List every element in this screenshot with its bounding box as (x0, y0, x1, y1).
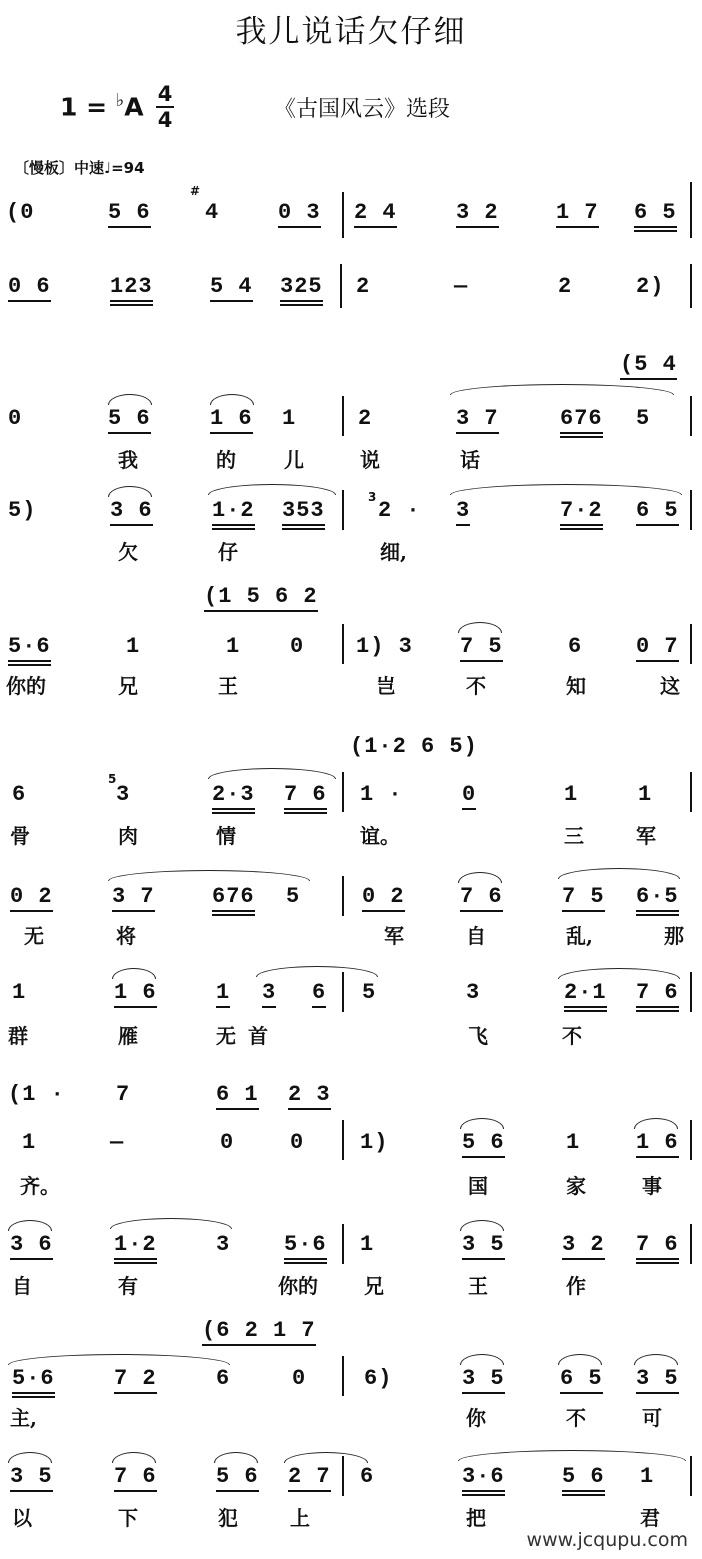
barline (690, 1224, 692, 1264)
note: 6 (568, 634, 583, 659)
slur (460, 1220, 504, 1231)
lyric: 军 (636, 824, 656, 848)
note: 1 (360, 1232, 375, 1257)
lyric: 你的 (6, 674, 46, 698)
note: 0 2 (10, 884, 53, 912)
note: 3 (456, 498, 470, 526)
lyric: 知 (566, 674, 586, 698)
note: 0 (462, 782, 476, 810)
slur (256, 966, 378, 977)
song-title: 我儿说话欠仔细 (235, 14, 467, 50)
note: 3 (216, 1232, 231, 1257)
barline (690, 1456, 692, 1496)
lyric: 飞 (468, 1024, 488, 1048)
barline (342, 876, 344, 916)
time-den: 4 (157, 108, 173, 132)
note: 2) (636, 274, 665, 299)
flat-sign: ♭ (115, 90, 125, 111)
note: 5 6 (216, 1464, 259, 1492)
note: 1 (126, 634, 141, 659)
note-prefix: 6 1 (216, 1082, 259, 1110)
note: 1·2 (114, 1232, 157, 1264)
barline (690, 972, 692, 1012)
slur (458, 622, 502, 633)
note: 5 6 (108, 200, 151, 228)
lyric: 兄 (364, 1274, 384, 1298)
note: 5 4 (210, 274, 253, 302)
slur (460, 1354, 504, 1365)
lyric: 主, (10, 1406, 37, 1430)
grace-note: 5 (108, 772, 117, 786)
slur (460, 1118, 504, 1129)
note: 1 (638, 782, 653, 807)
slur (112, 968, 156, 979)
barline (342, 490, 344, 530)
note: 0 (292, 1366, 307, 1391)
note: 6 (312, 980, 326, 1008)
note: 3 2 (456, 200, 499, 228)
key-note: A (124, 92, 144, 122)
slur (558, 968, 680, 979)
lyric: 你 (466, 1406, 486, 1430)
barline (690, 264, 692, 308)
slur (108, 486, 152, 497)
note: 1 7 (556, 200, 599, 228)
barline (342, 1224, 344, 1264)
lyric: 无 (24, 924, 44, 948)
note: 3 7 (456, 406, 499, 434)
lyric: 儿 (284, 448, 304, 472)
barline (342, 396, 344, 436)
lyric: 兄 (118, 674, 138, 698)
note: 1 (282, 406, 297, 431)
note: 6 (216, 1366, 231, 1391)
note: 1 (216, 980, 230, 1008)
note-prefix: (1 · (8, 1082, 65, 1107)
barline (340, 264, 342, 308)
lyric: 国 (468, 1174, 488, 1198)
note: 1 (226, 634, 241, 659)
note: 7 5 (460, 634, 503, 662)
note: 7 5 (562, 884, 605, 912)
lyric: 犯 (218, 1506, 238, 1530)
tempo-mark: 〔慢板〕中速♩=94 (14, 159, 145, 177)
note-prefix: (6 2 1 7 (202, 1318, 316, 1346)
lyric: 将 (116, 924, 136, 948)
lyric: 骨 (10, 824, 30, 848)
note: 1 (564, 782, 579, 807)
watermark: www.jcqupu.com (526, 1529, 688, 1551)
slur (558, 1354, 602, 1365)
note: 7·2 (560, 498, 603, 530)
barline (342, 624, 344, 664)
lyric: 欠 (118, 540, 138, 564)
lyric: 群 (8, 1024, 28, 1048)
note: 0 (290, 634, 305, 659)
note-prefix: (5 4 (620, 352, 677, 380)
slur (634, 1354, 678, 1365)
note: 6 (12, 782, 27, 807)
slur (450, 384, 674, 395)
lyric: 下 (118, 1506, 138, 1530)
lyric: 齐。 (20, 1174, 60, 1198)
slur (458, 872, 502, 883)
grace-note: 3 (368, 490, 377, 504)
lyric: 你的 (278, 1274, 318, 1298)
key-eq: = (86, 92, 108, 122)
note: 5·6 (8, 634, 51, 666)
barline (690, 772, 692, 812)
barline (690, 182, 692, 238)
lyric: 不 (466, 674, 486, 698)
note: 5 (286, 884, 301, 909)
note: 0 7 (636, 634, 679, 662)
lyric: 岂 (376, 674, 396, 698)
barline (342, 1120, 344, 1160)
lyric: 军 (384, 924, 404, 948)
slur (108, 870, 310, 881)
lyric: 把 (466, 1506, 486, 1530)
slur (8, 1452, 52, 1463)
note: 3 (466, 980, 481, 1005)
slur (210, 394, 254, 405)
note: 1) (360, 1130, 389, 1155)
note: 5 6 (462, 1130, 505, 1158)
barline (342, 972, 344, 1012)
note: 5 (636, 406, 651, 431)
lyric: 事 (642, 1174, 662, 1198)
note: 3 6 (110, 498, 153, 526)
lyric: 不 (562, 1024, 582, 1048)
note: (0 (6, 200, 35, 225)
lyric: 自 (466, 924, 486, 948)
note: — (110, 1130, 125, 1155)
lyric: 说 (360, 448, 380, 472)
note: 3 (262, 980, 276, 1008)
note: 676 (212, 884, 255, 916)
slur (558, 868, 680, 879)
barline (342, 192, 344, 238)
lyric: 乱, (566, 924, 593, 948)
lyric: 三 (564, 824, 584, 848)
lyric: 那 (664, 924, 684, 948)
lyric: 上 (290, 1506, 310, 1530)
note: 1) 3 (356, 634, 413, 659)
barline (342, 772, 344, 812)
note: 353 (282, 498, 325, 530)
note: 3 5 (462, 1366, 505, 1394)
sharp-sign: # (190, 184, 201, 198)
note: 1 (22, 1130, 37, 1155)
note: 0 (290, 1130, 305, 1155)
note: 3 2 (562, 1232, 605, 1260)
note: 2·1 (564, 980, 607, 1012)
note: 3·6 (462, 1464, 505, 1496)
note-prefix: 7 (116, 1082, 131, 1107)
note: 7 6 (284, 782, 327, 814)
lyric: 君 (640, 1506, 660, 1530)
subtitle: 《古国风云》选段 (274, 97, 451, 122)
lyric: 首 (248, 1024, 268, 1048)
lyric: 自 (12, 1274, 32, 1298)
note-prefix: (1 5 6 2 (204, 584, 318, 612)
note: 1 6 (210, 406, 253, 434)
note: 1 · (360, 782, 403, 807)
note: 676 (560, 406, 603, 438)
key-signature (60, 90, 144, 121)
slur (8, 1220, 52, 1231)
note: 325 (280, 274, 323, 306)
note: 7 2 (114, 1366, 157, 1394)
lyric: 有 (118, 1274, 138, 1298)
note: 1 (12, 980, 27, 1005)
slur (208, 484, 336, 495)
note: 6 (360, 1464, 375, 1489)
slur (458, 1450, 686, 1461)
note: 5 (362, 980, 377, 1005)
note: 7 6 (636, 1232, 679, 1264)
lyric: 仔 (218, 540, 238, 564)
slur (110, 1218, 232, 1229)
note: 0 (8, 406, 23, 431)
note: 6·5 (636, 884, 679, 916)
lyric: 的 (216, 448, 236, 472)
note: 2 (356, 274, 371, 299)
lyric: 雁 (118, 1024, 138, 1048)
lyric: 细, (380, 540, 407, 564)
slur (214, 1452, 258, 1463)
note: 2 4 (354, 200, 397, 228)
time-num: 4 (157, 82, 173, 106)
note: 6) (364, 1366, 393, 1391)
lyric: 肉 (118, 824, 138, 848)
note: 2 7 (288, 1464, 331, 1492)
note: 0 3 (278, 200, 321, 228)
slur (450, 484, 682, 495)
barline (690, 396, 692, 436)
slur (108, 394, 152, 405)
note: 5·6 (12, 1366, 55, 1398)
note: 5 6 (562, 1464, 605, 1496)
note: 3 5 (10, 1464, 53, 1492)
note-prefix: (1·2 6 5) (350, 734, 478, 759)
note: 6 5 (634, 200, 677, 232)
lyric: 以 (12, 1506, 32, 1530)
slur (112, 1452, 156, 1463)
note: 2 (558, 274, 573, 299)
lyric: 谊。 (360, 824, 400, 848)
barline (342, 1456, 344, 1496)
lyric: 这 (660, 674, 680, 698)
time-signature (156, 82, 174, 132)
note: 5 6 (108, 406, 151, 434)
lyric: 情 (216, 824, 236, 848)
note: 0 6 (8, 274, 51, 302)
barline (690, 490, 692, 530)
note: 3 7 (112, 884, 155, 912)
note: 1 (566, 1130, 581, 1155)
note: 1·2 (212, 498, 255, 530)
lyric: 不 (566, 1406, 586, 1430)
note: — (454, 274, 469, 299)
lyric: 话 (460, 448, 480, 472)
note: 2 (358, 406, 373, 431)
note: 7 6 (460, 884, 503, 912)
lyric: 王 (218, 674, 238, 698)
note: 0 (220, 1130, 235, 1155)
note: 1 (640, 1464, 655, 1489)
note: 0 2 (362, 884, 405, 912)
lyric: 作 (566, 1274, 586, 1298)
note: 3 5 (462, 1232, 505, 1260)
key-one: 1 (60, 92, 78, 122)
lyric: 我 (118, 448, 138, 472)
slur (8, 1354, 230, 1365)
note: 4 (205, 200, 220, 225)
lyric: 无 (216, 1024, 236, 1048)
lyric: 王 (468, 1274, 488, 1298)
note: 7 6 (636, 980, 679, 1012)
note: 1 6 (636, 1130, 679, 1158)
note: 1 6 (114, 980, 157, 1008)
note: 5·6 (284, 1232, 327, 1264)
note: 2·3 (212, 782, 255, 814)
slur (284, 1452, 368, 1463)
slur (208, 768, 336, 779)
lyric: 可 (642, 1406, 662, 1430)
note: 3 (116, 782, 131, 807)
note: 5) (8, 498, 37, 523)
note: 3 6 (10, 1232, 53, 1260)
slur (634, 1118, 678, 1129)
note-prefix: 2 3 (288, 1082, 331, 1110)
note: 123 (110, 274, 153, 306)
note: 2 · (378, 498, 421, 523)
barline (690, 624, 692, 664)
note: 6 5 (560, 1366, 603, 1394)
barline (342, 1356, 344, 1396)
lyric: 家 (566, 1174, 586, 1198)
note: 7 6 (114, 1464, 157, 1492)
note: 3 5 (636, 1366, 679, 1394)
note: 6 5 (636, 498, 679, 526)
barline (690, 1120, 692, 1160)
